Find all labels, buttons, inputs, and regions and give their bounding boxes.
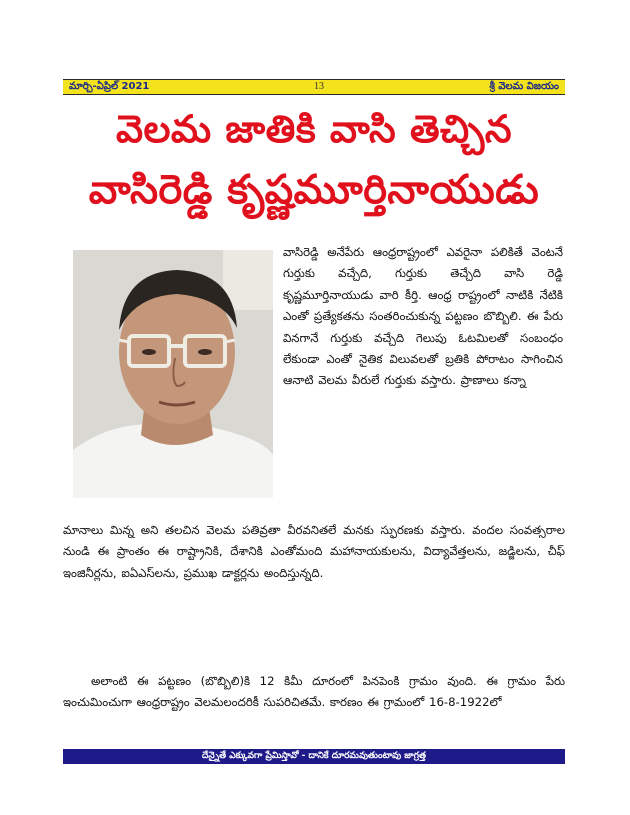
footer-quote: దేన్నైతే ఎక్కువగా ప్రేమిస్తావో - దానికే దూరమవుతుంటావు జాగ్రత్త bbox=[202, 751, 426, 761]
header-bar bbox=[63, 79, 565, 95]
article-title-line-1: వెలమ జాతికి వాసి తెచ్చిన bbox=[115, 106, 513, 151]
portrait-photo bbox=[73, 250, 273, 498]
article-paragraph-full: మానాలు మిన్న అని తలచిన వెలమ పతివ్రతా వీరవనితలే మనకు స్ఫురణకు వస్తారు. వందల సంవత్సరాల నుండి ఈ ప్రాంతం ఈ రాష్ట్రానికి, దేశానికి ఎంతోమంది మహానాయకులను, విద్యావేత్తలను, జడ్జిలను, చీఫ్ ఇంజినీర్లను, ఐఏఎస్‌లను, ప్రముఖ డాక్టర్లను అందిస్తున్నది. bbox=[63, 523, 565, 580]
magazine-name: శ్రీ వెలమ విజయం bbox=[489, 81, 559, 92]
issue-date: మార్చి-ఏప్రిల్ 2021 bbox=[69, 81, 150, 92]
article-title-line-2: వాసిరెడ్డి కృష్ణమూర్తినాయుడు bbox=[88, 166, 540, 213]
article-paragraph-full-2: అలాంటి ఈ పట్టణం (బొబ్బిలి)కి 12 కిమీ దూరంలో పినపెంకి గ్రామం వుంది. ఈ గ్రామం పేరు ఇంచుమించుగా ఆంధ్రరాష్ట్రం వెలమలందరికీ సుపరిచితమే. కారణం ఈ గ్రామంలో 16-8-1922లో bbox=[63, 674, 565, 710]
article-paragraph-right: వాసిరెడ్డి అనేపేరు ఆంధ్రరాష్ట్రంలో ఎవరైనా పలికితే వెంటనే గుర్తుకు వచ్చేది, గుర్తుకు తెచ్చేది వాసి రెడ్డి కృష్ణమూర్తినాయుడు వారి కీర్తి. ఆంధ్ర రాష్ట్రంలో నాటికి నేటికి ఎంతో ప్రత్యేకతను సంతరించుకున్న పట్టణం బొబ్బిలి. ఈ పేరు వినగానే గుర్తుకు వచ్చేది గెలుపు ఓటమిలతో సంబంధం లేకుండా ఎంతో నైతిక విలువలతో బ్రతికి పోరాటం సాగించిన ఆనాటి వెలమ వీరులే గుర్తుకు వస్తారు. ప్రాణాలు కన్నా bbox=[283, 245, 563, 388]
page-number: 13 bbox=[314, 81, 324, 92]
footer-quote-bar bbox=[63, 749, 565, 764]
